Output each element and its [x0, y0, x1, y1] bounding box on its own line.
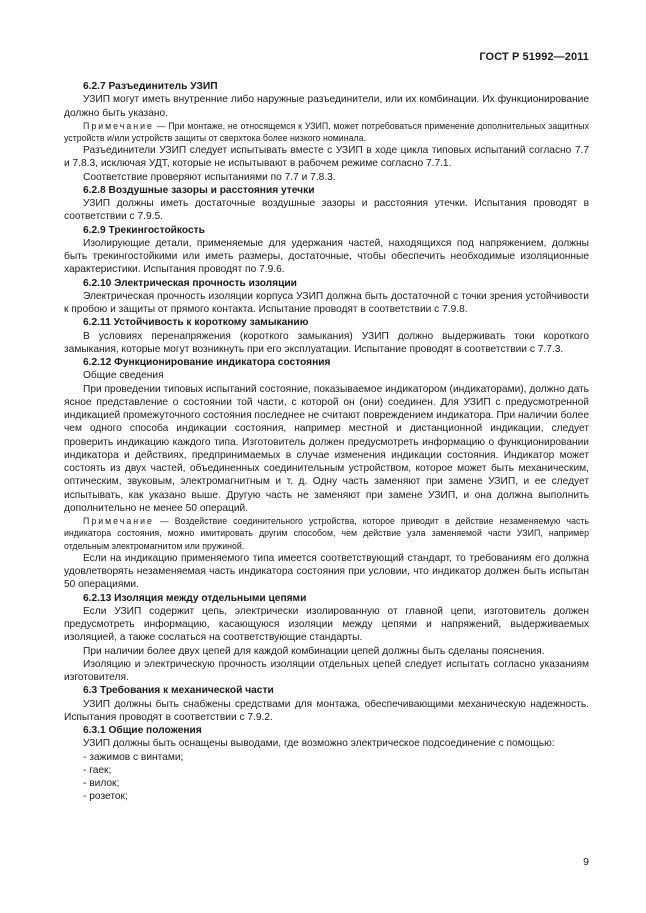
page-number: 9	[583, 856, 589, 868]
body-paragraph: При проведении типовых испытаний состояние, показываемое индикатором (индикаторами), должно дать ясное представление о состоянии той части, с которой он (они) соединен. Для УЗИП с предусмотренной индикацией промежуточного состояния последнее не считают повреждением индикатора. При наличии более чем одного способа индикации состояния, например местной и дистанционной индикации, следует проверить индикацию каждого типа. Изготовитель должен предусмотреть информацию о функционировании индикатора и действиях, предпринимаемых в случае изменения индикации состояния. Индикатор может состоять из двух частей, объединенных соединительным устройством, которое может быть механическим, оптическим, звуковым, электромагнитным и т. д. Одну часть заменяют при замене УЗИП, и ее следует испытывать, как указано выше. Другую часть не заменяют при замене УЗИП, и она должна выполнить дополнительно не менее 50 операций.	[64, 383, 589, 514]
body-paragraph: Изоляцию и электрическую прочность изоляции отдельных цепей следует испытать согласно указаниям изготовителя.	[64, 658, 589, 684]
body-paragraph: Соответствие проверяют испытаниями по 7.7 и 7.8.3.	[83, 171, 336, 183]
section-heading: 6.2.7 Разъединитель УЗИП	[83, 81, 218, 92]
body-paragraph: УЗИП могут иметь внутренние либо наружные разъединители, или их комбинации. Их функционирование должно быть указано.	[64, 94, 589, 119]
body-paragraph: Изолирующие детали, применяемые для удержания частей, находящихся под напряжением, должны быть трекингостойкими или иметь размеры, достаточные, чтобы обеспечить необходимые изоляционные характеристики. Испытания проводят по 7.9.6.	[64, 237, 589, 276]
note-label: Примечание	[83, 516, 154, 527]
note-paragraph	[64, 120, 589, 144]
note-paragraph	[64, 515, 589, 552]
note-text: — Воздействие соединительного устройства, которое приводит в действие незаменяемую часть индикатора состояния, можно имитировать другим способом, чем действие узла заменяемой части УЗИП, например отдельным электромагнитом или пружиной.	[64, 516, 589, 551]
list-item: - розеток;	[83, 791, 128, 803]
section-heading: 6.2.10 Электрическая прочность изоляции	[83, 277, 297, 289]
body-paragraph: Электрическая прочность изоляции корпуса УЗИП должна быть достаточной с точки зрения устойчивости к пробою и защиты от прямого контакта. Испытание проводят в соответствии с 7.9.8.	[64, 290, 589, 316]
body-paragraph: Если на индикацию применяемого типа имеется соответствующий стандарт, то требованиям его должна удовлетворять незаменяемая часть индикатора состояния при условии, что индикатор должен быть испытан 50 операциями.	[64, 552, 589, 591]
document-body	[64, 80, 589, 804]
section-heading: 6.2.8 Воздушные зазоры и расстояния утечки	[83, 184, 315, 196]
section-heading: 6.2.12 Функционирование индикатора состояния	[83, 357, 331, 369]
body-paragraph: УЗИП должны быть снабжены средствами для монтажа, обеспечивающими механическую надежность. Испытания проводят в соответствии с 7.9.2.	[64, 698, 589, 723]
section-heading: 6.2.9 Трекингостойкость	[83, 224, 205, 236]
section-heading: 6.3 Требования к механической части	[83, 685, 274, 697]
list-item: - гаек;	[83, 764, 112, 776]
body-paragraph: При наличии более двух цепей для каждой комбинации цепей должны быть сделаны пояснения.	[83, 645, 545, 657]
standard-designation: ГОСТ Р 51992—2011	[479, 51, 589, 63]
list-item: - зажимов с винтами;	[83, 751, 184, 763]
section-heading: 6.2.13 Изоляция между отдельными цепями	[83, 592, 307, 604]
note-label: Примечание	[83, 120, 154, 131]
body-paragraph: УЗИП должны быть оснащены выводами, где возможно электрическое подсоединение с помощью:	[83, 738, 555, 750]
body-paragraph: Разъединители УЗИП следует испытывать вместе с УЗИП в ходе цикла типовых испытаний согласно 7.7 и 7.8.3, исключая УДТ, которые не испытывают в рабочем режиме согласно 7.7.1.	[64, 145, 589, 170]
section-heading: 6.2.11 Устойчивость к короткому замыканию	[83, 317, 309, 329]
list-item: - вилок;	[83, 778, 120, 790]
section-heading: 6.3.1 Общие положения	[83, 725, 202, 737]
body-paragraph: Если УЗИП содержит цепь, электрически изолированную от главной цепи, изготовитель должен предусмотреть информацию, касающуюся изоляции между цепями и напряжений, выдерживаемых изоляцией, а также сослаться на соответствующие стандарты.	[64, 605, 589, 644]
body-paragraph: Общие сведения	[83, 370, 164, 382]
note-text: — При монтаже, не относящемся к УЗИП, может потребоваться применение дополнительных защитных устройств и/или устройств защиты от сверхтока более низкого номинала.	[64, 120, 589, 143]
body-paragraph: УЗИП должны иметь достаточные воздушные зазоры и расстояния утечки. Испытания проводят в соответствии с 7.9.5.	[64, 198, 589, 223]
body-paragraph: В условиях перенапряжения (короткого замыкания) УЗИП должно выдерживать токи короткого замыкания, которые могут возникнуть при его эксплуатации. Испытание проводят в соответствии с 7.7.3.	[64, 330, 589, 355]
